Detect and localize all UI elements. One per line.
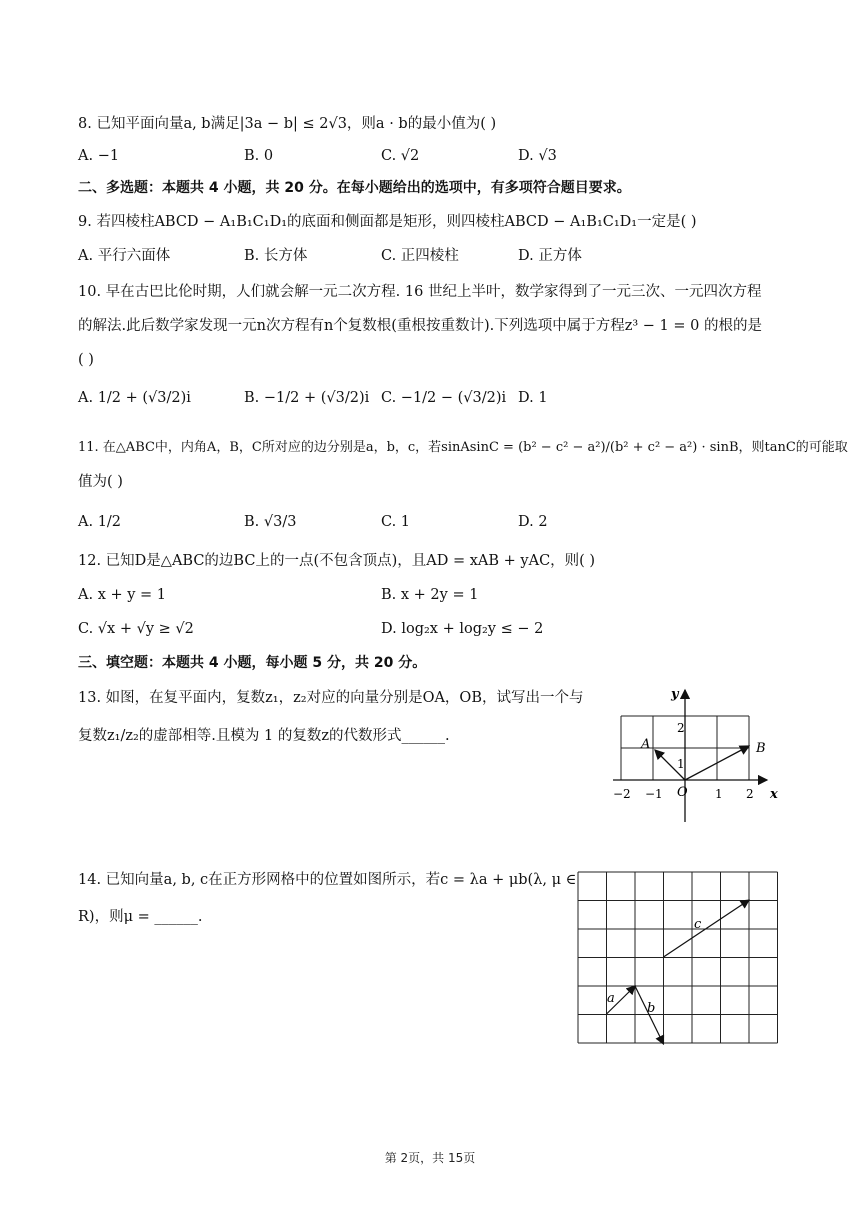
q12-option-b: B. x + 2y = 1 xyxy=(381,587,479,603)
q12-option-a: A. x + y = 1 xyxy=(78,587,167,603)
q13-tick-xm1: −1 xyxy=(645,787,663,801)
q10-line-3: ( ) xyxy=(78,352,94,368)
q11-option-a: A. 1/2 xyxy=(78,514,122,530)
q13-tick-y2: 2 xyxy=(677,721,685,735)
q14-square-grid-figure xyxy=(574,870,782,1050)
q8-option-a: A. −1 xyxy=(78,148,120,164)
q10-option-d: D. 1 xyxy=(518,390,548,406)
q11-option-d: D. 2 xyxy=(518,514,548,530)
q14-grid xyxy=(578,872,778,1043)
q12-stem: 12. 已知D是△ABC的边BC上的一点(不包含顶点)，且AD = xAB + yAC，则( ) xyxy=(78,553,596,569)
q10-line-2: 的解法.此后数学家发现一元n次方程有n个复数根(重根按重数计).下列选项中属于方程z³ − 1 = 0 的根的是 xyxy=(78,318,762,334)
q9-option-c: C. 正四棱柱 xyxy=(381,248,459,264)
q9-stem: 9. 若四棱柱ABCD − A₁B₁C₁D₁的底面和侧面都是矩形，则四棱柱ABCD − A₁B₁C₁D₁一定是( ) xyxy=(78,214,697,230)
q13-label-origin: O xyxy=(677,785,688,800)
q13-line-1: 13. 如图，在复平面内，复数z₁，z₂对应的向量分别是OA，OB，试写出一个与 xyxy=(78,690,584,706)
q13-label-a: A xyxy=(641,737,651,752)
q13-complex-plane-figure xyxy=(605,684,785,826)
q9-option-d: D. 正方体 xyxy=(518,248,582,264)
q13-label-b: B xyxy=(756,741,766,756)
q8-option-c: C. √2 xyxy=(381,148,420,164)
q10-option-b: B. −1/2 + (√3/2)i xyxy=(244,390,370,406)
q14-line-1: 14. 已知向量a, b, c在正方形网格中的位置如图所示，若c = λa + μb(λ, μ ∈ xyxy=(78,872,577,888)
q11-option-c: C. 1 xyxy=(381,514,411,530)
q13-tick-x2: 2 xyxy=(746,787,754,801)
section-multi-choice-heading: 二、多选题：本题共 4 小题，共 20 分。在每小题给出的选项中，有多项符合题目要求。 xyxy=(78,180,631,196)
q11-line-2: 值为( ) xyxy=(78,474,123,490)
q11-line-1: 11. 在△ABC中，内角A，B，C所对应的边分别是a，b，c，若sinAsinC = (b² − c² − a²)/(b² + c² − a²) · sinB，则tanC的可能取 xyxy=(78,440,848,455)
q8-stem: 8. 已知平面向量a, b满足|3a − b| ≤ 2√3，则a · b的最小值为( ) xyxy=(78,116,497,132)
q13-tick-y1: 1 xyxy=(677,757,685,771)
q13-tick-xm2: −2 xyxy=(613,787,631,801)
q10-line-1: 10. 早在古巴比伦时期，人们就会解一元二次方程. 16 世纪上半叶，数学家得到了一元三次、一元四次方程 xyxy=(78,284,762,300)
q14-label-a: a xyxy=(607,991,615,1006)
q8-option-b: B. 0 xyxy=(244,148,274,164)
q13-label-x: x xyxy=(770,787,778,802)
q10-option-a: A. 1/2 + (√3/2)i xyxy=(78,390,191,406)
q13-tick-x1: 1 xyxy=(715,787,723,801)
q9-option-a: A. 平行六面体 xyxy=(78,248,171,264)
section-fill-blank-heading: 三、填空题：本题共 4 小题，每小题 5 分，共 20 分。 xyxy=(78,655,427,671)
q11-option-b: B. √3/3 xyxy=(244,514,297,530)
q13-line-2: 复数z₁/z₂的虚部相等.且模为 1 的复数z的代数形式______. xyxy=(78,728,450,744)
q12-option-d: D. log₂x + log₂y ≤ − 2 xyxy=(381,621,544,637)
q12-option-c: C. √x + √y ≥ √2 xyxy=(78,621,194,637)
q13-label-y: y xyxy=(671,687,679,702)
q14-line-2: R)，则μ = ______. xyxy=(78,909,203,925)
q14-label-b: b xyxy=(647,1001,656,1016)
q8-option-d: D. √3 xyxy=(518,148,557,164)
page-footer: 第 2页，共 15页 xyxy=(384,1151,476,1165)
q10-option-c: C. −1/2 − (√3/2)i xyxy=(381,390,507,406)
q9-option-b: B. 长方体 xyxy=(244,248,308,264)
q14-label-c: c xyxy=(694,917,702,932)
